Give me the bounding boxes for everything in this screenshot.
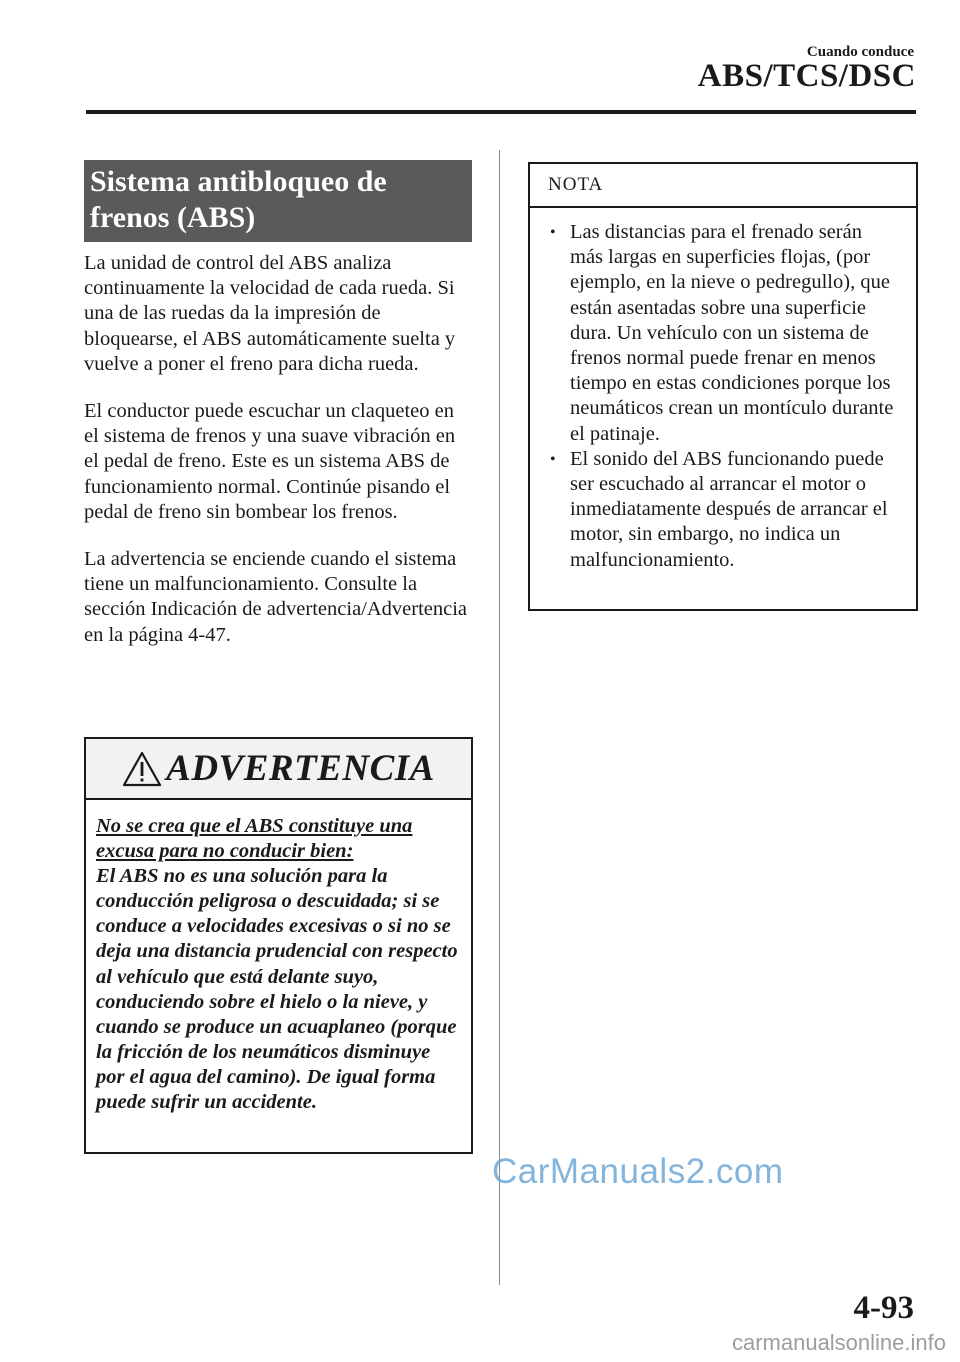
note-item-2: • El sonido del ABS funcionando puede ser escuchado al arrancar el motor o inmediatamente después de arrancar el motor, sin embargo, no indica un malfuncionamiento. xyxy=(550,447,900,573)
section-heading-line-2: frenos (ABS) xyxy=(90,201,256,234)
body-paragraph-1: La unidad de control del ABS analiza continuamente la velocidad de cada rueda. Si una de las ruedas da la impresión de bloquearse, el ABS automáticamente suelta y vuelve a poner el freno para dicha rueda. xyxy=(84,252,456,375)
warning-triangle-icon xyxy=(122,751,162,787)
warning-title: ADVERTENCIA xyxy=(166,748,435,789)
footer-watermark: carmanualsonline.info xyxy=(731,1330,946,1355)
warning-text: El ABS no es una solución para la conducción peligrosa o descuidada; si se conduce a velocidades excesivas o si no se deja una distancia prudencial con respecto al vehículo que está delante suyo, conduciendo sobre el hielo o la nieve, y cuando se produce un acuaplaneo (porque la fricción de los neumáticos disminuye por el agua del camino). De igual forma puede sufrir un accidente. xyxy=(96,865,458,1114)
section-heading-line-1: Sistema antibloqueo de xyxy=(90,165,387,198)
warning-heading: No se crea que el ABS constituye una excusa para no conducir bien: xyxy=(96,815,413,863)
header-section-label: Cuando conduce xyxy=(806,44,914,60)
warning-body xyxy=(86,800,471,1115)
watermark-logo: CarManuals2.com xyxy=(492,1152,784,1191)
note-item-1: • Las distancias para el frenado serán más largas en superficies flojas, (por ejemplo, en la nieve o pedregullo), que están asentadas sobre una superficie dura. Un vehículo con un sistema de frenos normal puede frenar en menos tiempo en estas condiciones porque los neumáticos crean un montículo durante el patinaje. xyxy=(550,220,900,447)
header-rule xyxy=(86,110,916,114)
left-column xyxy=(84,160,472,648)
header-title: ABS/TCS/DSC xyxy=(697,58,916,94)
body-paragraph-2: El conductor puede escuchar un claqueteo en el sistema de frenos y una suave vibración en el pedal de freno. Este es un sistema ABS de funcionamiento normal. Continúe pisando el pedal de freno sin bombear los frenos. xyxy=(84,400,456,523)
warning-header xyxy=(86,739,471,800)
note-header xyxy=(530,164,916,208)
warning-box xyxy=(84,737,473,1154)
page-number: 4-93 xyxy=(853,1290,914,1326)
note-box xyxy=(528,162,918,611)
body-paragraph-3: La advertencia se enciende cuando el sistema tiene un malfuncionamiento. Consulte la sección Indicación de advertencia/Advertencia en la página 4-47. xyxy=(84,548,468,646)
note-title: NOTA xyxy=(548,174,604,195)
column-divider xyxy=(499,150,500,1285)
note-list xyxy=(530,208,916,573)
section-heading xyxy=(84,160,472,242)
